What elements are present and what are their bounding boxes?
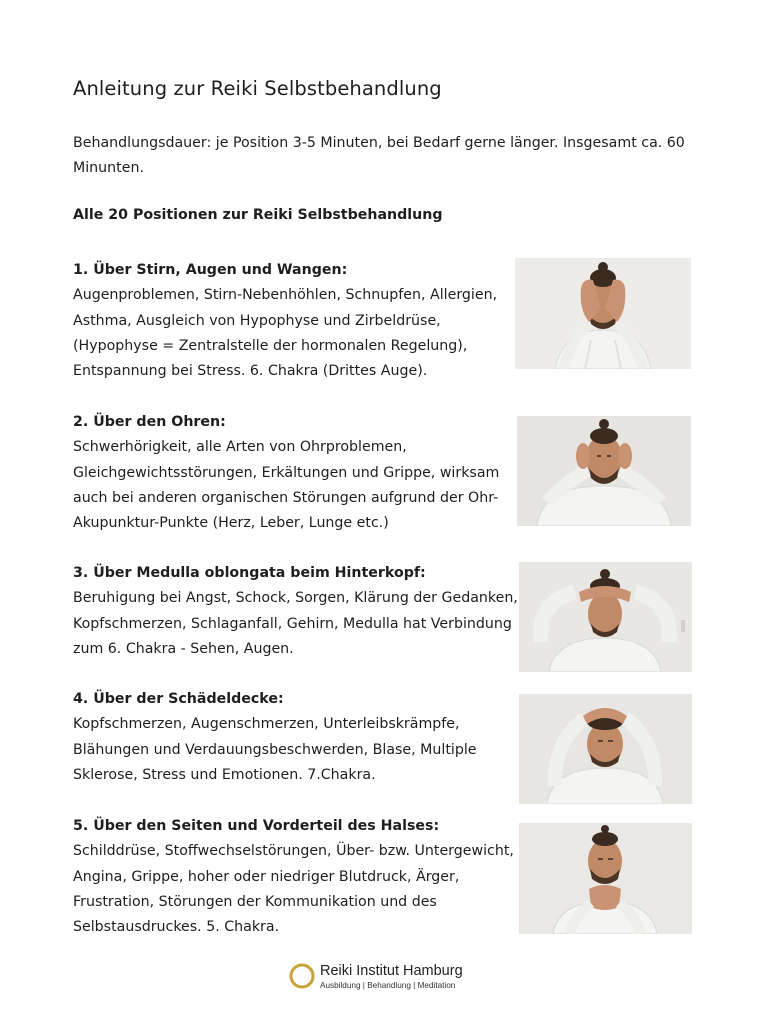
position-1-heading: 1. Über Stirn, Augen und Wangen: [73, 262, 348, 278]
position-5-text [73, 814, 518, 940]
position-4-photo [519, 694, 692, 804]
hands-on-throat-photo [519, 823, 692, 934]
logo-tagline: Ausbildung | Behandlung | Meditation [320, 981, 456, 990]
gold-ring-logo-icon [289, 963, 315, 989]
position-4-description: Kopfschmerzen, Augenschmerzen, Unterleibskrämpfe, Blähungen und Verdauungsbeschwerden, Blase, Multiple Sklerose, Stress und Emotionen. 7.Chakra. [73, 716, 477, 783]
position-3-heading: 3. Über Medulla oblongata beim Hinterkopf: [73, 565, 426, 581]
treatment-duration-paragraph: Behandlungsdauer: je Position 3-5 Minuten, bei Bedarf gerne länger. Insgesamt ca. 60 Minunten. [73, 135, 685, 176]
position-3-description: Beruhigung bei Angst, Schock, Sorgen, Klärung der Gedanken, Kopfschmerzen, Schlaganfall, Gehirn, Medulla hat Verbindung zum 6. Chakra - Sehen, Augen. [73, 590, 518, 657]
position-2-text [73, 410, 518, 536]
hands-over-ears-photo [517, 416, 691, 526]
page-title: Anleitung zur Reiki Selbstbehandlung [73, 77, 442, 100]
positions-subheading: Alle 20 Positionen zur Reiki Selbstbehandlung [73, 207, 443, 223]
hands-over-eyes-photo [515, 258, 691, 369]
position-2-photo [517, 416, 691, 526]
position-5-description: Schilddrüse, Stoffwechselstörungen, Über- bzw. Untergewicht, Angina, Grippe, hoher oder niedriger Blutdruck, Ärger, Frustration, Störungen der Kommunikation und des Selbstausdruckes. 5. Chakra. [73, 843, 514, 936]
position-1-text [73, 258, 518, 384]
position-5-heading: 5. Über den Seiten und Vorderteil des Halses: [73, 818, 440, 834]
position-3-text [73, 561, 518, 662]
position-3-photo [519, 562, 692, 672]
logo-name: Reiki Institut Hamburg [320, 963, 463, 979]
position-1-description: Augenproblemen, Stirn-Nebenhöhlen, Schnupfen, Allergien, Asthma, Ausgleich von Hypophyse und Zirbeldrüse, (Hypophyse = Zentralstelle der hormonalen Regelung), Entspannung bei Stress. 6. Chakra (Drittes Auge). [73, 287, 498, 380]
position-5-photo [519, 823, 692, 934]
hands-on-back-of-head-photo [519, 562, 692, 672]
position-1-photo [515, 258, 691, 369]
position-4-heading: 4. Über der Schädeldecke: [73, 691, 284, 707]
reiki-institut-logo [289, 961, 479, 997]
position-2-description: Schwerhörigkeit, alle Arten von Ohrproblemen, Gleichgewichtsstörungen, Erkältungen und Grippe, wirksam auch bei anderen organischen Störungen aufgrund der Ohr-Akupunktur-Punkte (Herz, Leber, Lunge etc.) [73, 439, 500, 532]
position-2-heading: 2. Über den Ohren: [73, 414, 226, 430]
position-4-text [73, 687, 518, 788]
hands-on-top-of-head-photo [519, 694, 692, 804]
